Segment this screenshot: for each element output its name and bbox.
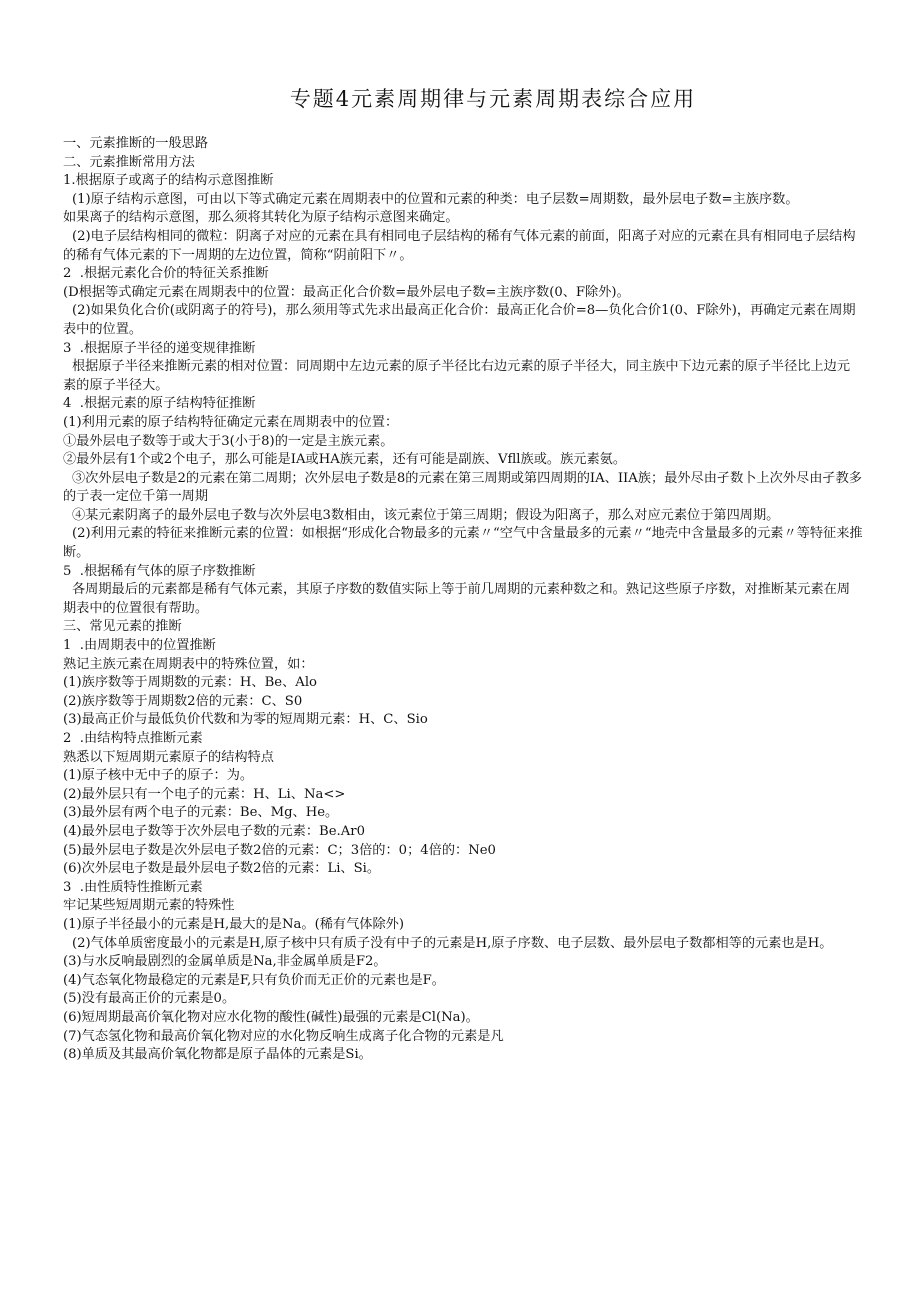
text-line: (7)气态氢化物和最高价氧化物对应的水化物反响生成离子化合物的元素是凡 bbox=[63, 1028, 504, 1044]
text-line: (5)没有最高正价的元素是0。 bbox=[63, 991, 236, 1007]
text-line: (1)原子核中无中子的原子：为。 bbox=[63, 768, 254, 784]
text-line: 一、元素推断的一般思路 bbox=[63, 136, 209, 151]
document-body bbox=[63, 135, 863, 1065]
text-line: 3 .由性质特性推断元素 bbox=[63, 879, 203, 895]
text-line: (2)最外层只有一个电子的元素：H、Li、Na<> bbox=[63, 786, 346, 802]
text-line: (3)最外层有两个电子的元素：Be、Mg、He。 bbox=[63, 805, 339, 821]
text-line: 二、元素推断常用方法 bbox=[63, 154, 195, 170]
document-page bbox=[63, 0, 863, 1065]
text-line: (5)最外层电子数是次外层电子数2倍的元素：C；3倍的：0；4倍的：Ne0 bbox=[63, 842, 496, 858]
text-line: 熟记主族元素在周期表中的特殊位置，如： bbox=[63, 656, 314, 672]
text-line: ③次外层电子数是2的元素在第二周期；次外层电子数是8的元素在第三周期或第四周期的IA、IIA族；最外尽由孑数卜上次外尽由孑教多的亍表一定位千第一周期 bbox=[63, 470, 862, 505]
text-line: 2 .根据元素化合价的特征关系推断 bbox=[63, 266, 269, 282]
text-line: (3)最高正价与最低负价代数和为零的短周期元素：H、C、Sio bbox=[63, 712, 428, 728]
text-line: (6)短周期最高价氧化物对应水化物的酸性(碱性)最强的元素是Cl(Na)。 bbox=[63, 1009, 479, 1025]
text-line: 牢记某些短周期元素的特殊性 bbox=[63, 898, 235, 914]
text-line: (1)族序数等于周期数的元素：H、Be、Alo bbox=[63, 675, 317, 691]
text-line: (1)原子半径最小的元素是H,最大的是Na。(稀有气体除外) bbox=[63, 916, 404, 932]
text-line: (2)如果负化合价(或阴离子的符号)，那么须用等式先求出最高正化合价：最高正化合价=8—负化合价1(0、F除外)，再确定元素在周期表中的位置。 bbox=[63, 303, 856, 337]
document-title: 专题4元素周期律与元素周期表综合应用 bbox=[289, 87, 697, 111]
text-line: (2)气体单质密度最小的元素是H,原子核中只有质子没有中子的元素是H,原子序数、电子层数、最外层电子数都相等的元素也是H。 bbox=[72, 935, 833, 951]
text-line: (6)次外层电子数是最外层电子数2倍的元素：Li、Si。 bbox=[63, 861, 381, 877]
text-line: (3)与水反响最剧烈的金属单质是Na,非金属单质是F2。 bbox=[63, 954, 387, 970]
text-line: 1 .由周期表中的位置推断 bbox=[63, 638, 216, 654]
text-line: (2)电子层结构相同的微粒：阴离子对应的元素在具有相同电子层结构的稀有气体元素的前面，阳离子对应的元素在具有相同电子层结构的稀有气体元素的下一周期的左边位置，简称“阴前阳下〃。 bbox=[63, 228, 856, 263]
text-line: (8)单质及其最高价氧化物都是原子晶体的元素是Si。 bbox=[63, 1047, 372, 1063]
text-line: (1)原子结构示意图，可由以下等式确定元素在周期表中的位置和元素的种类：电子层数=周期数，最外层电子数=主族序数。 bbox=[72, 191, 799, 207]
text-line: (2)族序数等于周期数2倍的元素：C、S0 bbox=[63, 693, 303, 709]
text-line: (4)最外层电子数等于次外层电子数的元素：Be.Ar0 bbox=[63, 823, 365, 839]
text-line: 根据原子半径来推断元素的相对位置：同周期中左边元素的原子半径比右边元素的原子半径大，同主族中下边元素的原子半径比上边元素的原子半径大。 bbox=[63, 359, 851, 393]
text-line: ④某元素阴离子的最外层电子数与次外层电3数相由，该元素位于第三周期；假设为阳离子，那么对应元素位于第四周期。 bbox=[72, 507, 780, 523]
text-line: ②最外层有1个或2个电子，那么可能是IA或HA族元素，还有可能是副族、Vfll族或。族元素氨。 bbox=[63, 452, 627, 468]
text-line: (1)利用元素的原子结构特征确定元素在周期表中的位置： bbox=[63, 414, 399, 430]
text-line: (D根据等式确定元素在周期表中的位置：最高正化合价数=最外层电子数=主族序数(0、F除外)。 bbox=[63, 284, 630, 300]
text-line: (2)利用元素的特征来推断元素的位置：如根据“形成化合物最多的元素〃“空气中含量最多的元素〃“地壳中含量最多的元素〃等特征来推断。 bbox=[63, 526, 863, 561]
text-line: 5 .根据稀有气体的原子序数推断 bbox=[63, 563, 256, 579]
text-line: (4)气态氧化物最稳定的元素是F,只有负价而无正价的元素也是F。 bbox=[63, 972, 445, 988]
text-line: 3 .根据原子半径的递变规律推断 bbox=[63, 340, 256, 356]
text-line: 1.根据原子或离子的结构示意图推断 bbox=[63, 173, 274, 189]
text-line: 2 .由结构特点推断元素 bbox=[63, 731, 203, 746]
text-line: 各周期最后的元素都是稀有气体元素，其原子序数的数值实际上等于前几周期的元素种数之和。熟记这些原子序数，对推断某元素在周期表中的位置很有帮助。 bbox=[63, 582, 851, 616]
text-line: 4 .根据元素的原子结构特征推断 bbox=[63, 396, 256, 412]
text-line: 熟悉以下短周期元素原子的结构特点 bbox=[63, 749, 274, 765]
text-line: ①最外层电子数等于或大于3(小于8)的一定是主族元素。 bbox=[63, 433, 394, 449]
text-line: 如果离子的结构示意图，那么须将其转化为原子结构示意图来确定。 bbox=[63, 210, 459, 226]
text-line: 三、常见元素的推断 bbox=[63, 619, 182, 635]
